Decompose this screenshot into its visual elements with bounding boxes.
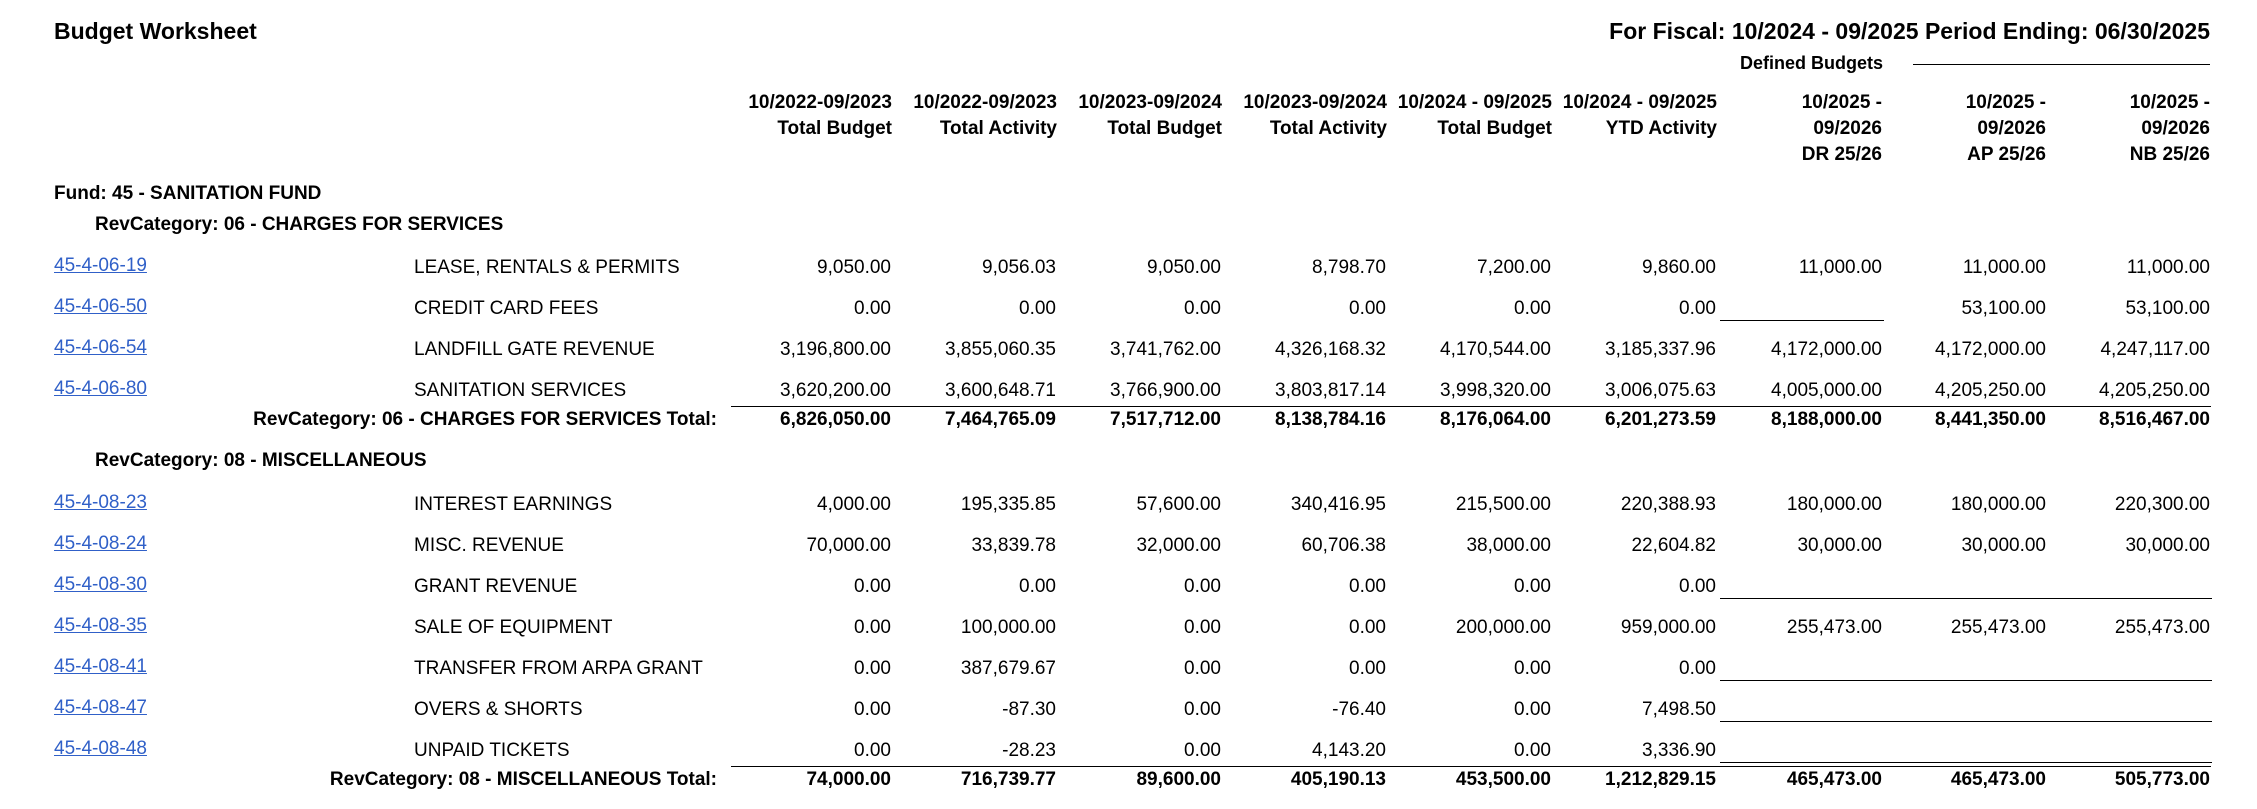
amount-cell: 0.00 — [1514, 576, 1551, 597]
blank-entry-line — [1884, 721, 2048, 722]
amount-cell: 11,000.00 — [2126, 257, 2210, 278]
amount-cell: 4,205,250.00 — [2099, 380, 2210, 401]
col-header-period: 10/2022-09/2023 — [748, 92, 892, 113]
blank-entry-line — [1884, 762, 2048, 763]
col-header-period: 10/2025 - — [1801, 92, 1882, 113]
amount-cell: 4,005,000.00 — [1771, 380, 1882, 401]
amount-cell: 0.00 — [1184, 576, 1221, 597]
total-amount-cell: 8,516,467.00 — [2099, 409, 2210, 430]
amount-cell: 7,200.00 — [1477, 257, 1551, 278]
col-header-type: Total Budget — [1107, 118, 1222, 139]
amount-cell: 33,839.78 — [971, 535, 1056, 556]
amount-cell: 0.00 — [854, 699, 891, 720]
blank-entry-line — [2048, 721, 2212, 722]
amount-cell: 4,247,117.00 — [2100, 339, 2210, 360]
total-amount-cell: 453,500.00 — [1455, 769, 1551, 790]
total-amount-cell: 505,773.00 — [2114, 769, 2210, 790]
amount-cell: 3,766,900.00 — [1110, 380, 1221, 401]
amount-cell: 3,336.90 — [1642, 740, 1716, 761]
account-link[interactable]: 45-4-06-80 — [54, 378, 147, 399]
amount-cell: 9,050.00 — [817, 257, 891, 278]
amount-cell: 9,050.00 — [1147, 257, 1221, 278]
col-header-type: Total Budget — [1437, 118, 1552, 139]
total-amount-cell: 716,739.77 — [960, 769, 1056, 790]
blank-entry-line — [1884, 680, 2048, 681]
line-item-description: CREDIT CARD FEES — [414, 298, 599, 319]
total-amount-cell: 465,473.00 — [1950, 769, 2046, 790]
total-amount-cell: 6,826,050.00 — [780, 409, 891, 430]
amount-cell: 387,679.67 — [960, 658, 1056, 679]
line-item-description: OVERS & SHORTS — [414, 699, 583, 720]
amount-cell: 0.00 — [1679, 298, 1716, 319]
amount-cell: 53,100.00 — [1961, 298, 2046, 319]
amount-cell: 0.00 — [854, 740, 891, 761]
amount-cell: 3,620,200.00 — [780, 380, 891, 401]
col-header-type: Total Activity — [1269, 118, 1387, 139]
amount-cell: 4,205,250.00 — [1935, 380, 2046, 401]
amount-cell: -87.30 — [1002, 699, 1056, 720]
account-link[interactable]: 45-4-06-19 — [54, 255, 147, 276]
total-amount-cell: 74,000.00 — [806, 769, 891, 790]
col-header-type: YTD Activity — [1605, 118, 1717, 139]
blank-entry-line — [1720, 762, 1884, 763]
fiscal-period: For Fiscal: 10/2024 - 09/2025 Period Ending: 06/30/2025 — [1609, 18, 2210, 44]
line-item-description: LANDFILL GATE REVENUE — [414, 339, 655, 360]
col-header-period: 10/2024 - 09/2025 — [1562, 92, 1717, 113]
account-link[interactable]: 45-4-08-41 — [54, 656, 147, 677]
line-item-description: UNPAID TICKETS — [414, 740, 570, 761]
category-total-label: RevCategory: 06 - CHARGES FOR SERVICES Total: — [253, 409, 717, 430]
amount-cell: 200,000.00 — [1455, 617, 1551, 638]
amount-cell: 11,000.00 — [1962, 257, 2046, 278]
category-total-label: RevCategory: 08 - MISCELLANEOUS Total: — [329, 769, 717, 790]
col-header-type: AP 25/26 — [1967, 144, 2046, 165]
total-amount-cell: 465,473.00 — [1786, 769, 1882, 790]
col-header-period: 10/2025 - — [2129, 92, 2210, 113]
col-header-type: DR 25/26 — [1801, 144, 1882, 165]
amount-cell: 0.00 — [1184, 617, 1221, 638]
line-item-description: GRANT REVENUE — [414, 576, 578, 597]
amount-cell: 4,143.20 — [1312, 740, 1386, 761]
total-amount-cell: 7,517,712.00 — [1110, 409, 1221, 430]
amount-cell: 255,473.00 — [1786, 617, 1882, 638]
blank-entry-line — [1720, 598, 1884, 599]
fund-label: Fund: 45 - SANITATION FUND — [54, 183, 322, 204]
amount-cell: 0.00 — [854, 298, 891, 319]
amount-cell: 195,335.85 — [960, 494, 1056, 515]
amount-cell: 0.00 — [854, 617, 891, 638]
total-amount-cell: 8,138,784.16 — [1275, 409, 1386, 430]
amount-cell: 0.00 — [1184, 298, 1221, 319]
col-header-period-end: 09/2026 — [2141, 118, 2210, 139]
blank-entry-line — [1720, 320, 1884, 321]
line-item-description: MISC. REVENUE — [414, 535, 564, 556]
col-header-period-end: 09/2026 — [1977, 118, 2046, 139]
col-header-type: Total Budget — [777, 118, 892, 139]
blank-entry-line — [1720, 680, 1884, 681]
amount-cell: 60,706.38 — [1301, 535, 1386, 556]
amount-cell: 38,000.00 — [1466, 535, 1551, 556]
amount-cell: 0.00 — [1184, 699, 1221, 720]
amount-cell: 4,170,544.00 — [1440, 339, 1551, 360]
total-amount-cell: 7,464,765.09 — [945, 409, 1056, 430]
amount-cell: 959,000.00 — [1620, 617, 1716, 638]
amount-cell: 340,416.95 — [1290, 494, 1386, 515]
col-header — [1886, 90, 2046, 168]
amount-cell: 0.00 — [1349, 298, 1386, 319]
defined-budgets-rule — [1913, 64, 2210, 65]
col-header — [1722, 90, 1882, 168]
account-link[interactable]: 45-4-08-35 — [54, 615, 147, 636]
blank-entry-line — [2048, 762, 2212, 763]
amount-cell: 0.00 — [1679, 658, 1716, 679]
amount-cell: 7,498.50 — [1642, 699, 1716, 720]
amount-cell: 220,300.00 — [2114, 494, 2210, 515]
total-amount-cell: 1,212,829.15 — [1605, 769, 1716, 790]
amount-cell: 0.00 — [1184, 740, 1221, 761]
subtotal-rule — [731, 766, 2211, 767]
amount-cell: 0.00 — [1514, 699, 1551, 720]
account-link[interactable]: 45-4-08-23 — [54, 492, 147, 513]
category-label: RevCategory: 06 - CHARGES FOR SERVICES — [95, 214, 504, 235]
amount-cell: 3,185,337.96 — [1605, 339, 1716, 360]
account-link[interactable]: 45-4-06-54 — [54, 337, 147, 358]
amount-cell: 70,000.00 — [806, 535, 891, 556]
col-header-type: Total Activity — [939, 118, 1057, 139]
amount-cell: 30,000.00 — [1961, 535, 2046, 556]
total-amount-cell: 8,176,064.00 — [1440, 409, 1551, 430]
amount-cell: 3,006,075.63 — [1605, 380, 1716, 401]
amount-cell: 32,000.00 — [1136, 535, 1221, 556]
category-label: RevCategory: 08 - MISCELLANEOUS — [95, 450, 427, 471]
amount-cell: 0.00 — [1349, 658, 1386, 679]
amount-cell: 0.00 — [1349, 617, 1386, 638]
col-header-type: NB 25/26 — [2129, 144, 2210, 165]
amount-cell: 180,000.00 — [1950, 494, 2046, 515]
amount-cell: 4,326,168.32 — [1275, 339, 1386, 360]
amount-cell: -28.23 — [1002, 740, 1056, 761]
amount-cell: 180,000.00 — [1786, 494, 1882, 515]
col-header-period-end: 09/2026 — [1813, 118, 1882, 139]
col-header — [2050, 90, 2210, 168]
amount-cell: 215,500.00 — [1455, 494, 1551, 515]
amount-cell: 9,860.00 — [1642, 257, 1716, 278]
amount-cell: 4,172,000.00 — [1935, 339, 2046, 360]
amount-cell: 3,196,800.00 — [780, 339, 891, 360]
account-link[interactable]: 45-4-08-47 — [54, 697, 147, 718]
line-item-description: TRANSFER FROM ARPA GRANT — [414, 658, 703, 679]
amount-cell: 0.00 — [1019, 298, 1056, 319]
total-amount-cell: 6,201,273.59 — [1605, 409, 1716, 430]
amount-cell: 255,473.00 — [1950, 617, 2046, 638]
amount-cell: 53,100.00 — [2125, 298, 2210, 319]
col-header-period: 10/2023-09/2024 — [1243, 92, 1387, 113]
amount-cell: 3,600,648.71 — [945, 380, 1056, 401]
line-item-description: SALE OF EQUIPMENT — [414, 617, 613, 638]
amount-cell: 0.00 — [1514, 298, 1551, 319]
amount-cell: 0.00 — [1679, 576, 1716, 597]
col-header-period: 10/2025 - — [1965, 92, 2046, 113]
amount-cell: 3,855,060.35 — [945, 339, 1056, 360]
amount-cell: 0.00 — [854, 658, 891, 679]
subtotal-rule — [731, 406, 2211, 407]
col-header — [1505, 90, 1717, 142]
col-header-period: 10/2022-09/2023 — [913, 92, 1057, 113]
amount-cell: 11,000.00 — [1798, 257, 1882, 278]
account-link[interactable]: 45-4-06-50 — [54, 296, 147, 317]
amount-cell: 0.00 — [1184, 658, 1221, 679]
amount-cell: 0.00 — [1349, 576, 1386, 597]
amount-cell: 0.00 — [1514, 740, 1551, 761]
amount-cell: 8,798.70 — [1312, 257, 1386, 278]
blank-entry-line — [2048, 598, 2212, 599]
line-item-description: SANITATION SERVICES — [414, 380, 627, 401]
amount-cell: -76.40 — [1332, 699, 1386, 720]
amount-cell: 0.00 — [854, 576, 891, 597]
total-amount-cell: 8,188,000.00 — [1771, 409, 1882, 430]
total-amount-cell: 405,190.13 — [1290, 769, 1386, 790]
line-item-description: LEASE, RENTALS & PERMITS — [414, 257, 680, 278]
col-header-period: 10/2023-09/2024 — [1078, 92, 1222, 113]
account-link[interactable]: 45-4-08-30 — [54, 574, 147, 595]
amount-cell: 30,000.00 — [2125, 535, 2210, 556]
amount-cell: 22,604.82 — [1631, 535, 1716, 556]
blank-entry-line — [1720, 721, 1884, 722]
total-amount-cell: 89,600.00 — [1136, 769, 1221, 790]
blank-entry-line — [2048, 680, 2212, 681]
amount-cell: 3,803,817.14 — [1275, 380, 1386, 401]
report-title: Budget Worksheet — [54, 18, 257, 44]
defined-budgets-label: Defined Budgets — [1740, 53, 1884, 73]
total-amount-cell: 8,441,350.00 — [1935, 409, 2046, 430]
blank-entry-line — [1884, 598, 2048, 599]
amount-cell: 100,000.00 — [960, 617, 1056, 638]
amount-cell: 3,741,762.00 — [1110, 339, 1221, 360]
col-header-period: 10/2024 - 09/2025 — [1397, 92, 1552, 113]
amount-cell: 9,056.03 — [982, 257, 1056, 278]
amount-cell: 4,000.00 — [817, 494, 891, 515]
amount-cell: 3,998,320.00 — [1440, 380, 1551, 401]
amount-cell: 0.00 — [1019, 576, 1056, 597]
amount-cell: 220,388.93 — [1620, 494, 1716, 515]
amount-cell: 255,473.00 — [2114, 617, 2210, 638]
amount-cell: 4,172,000.00 — [1771, 339, 1882, 360]
account-link[interactable]: 45-4-08-24 — [54, 533, 147, 554]
account-link[interactable]: 45-4-08-48 — [54, 738, 147, 759]
amount-cell: 30,000.00 — [1797, 535, 1882, 556]
line-item-description: INTEREST EARNINGS — [414, 494, 613, 515]
amount-cell: 0.00 — [1514, 658, 1551, 679]
amount-cell: 57,600.00 — [1136, 494, 1221, 515]
